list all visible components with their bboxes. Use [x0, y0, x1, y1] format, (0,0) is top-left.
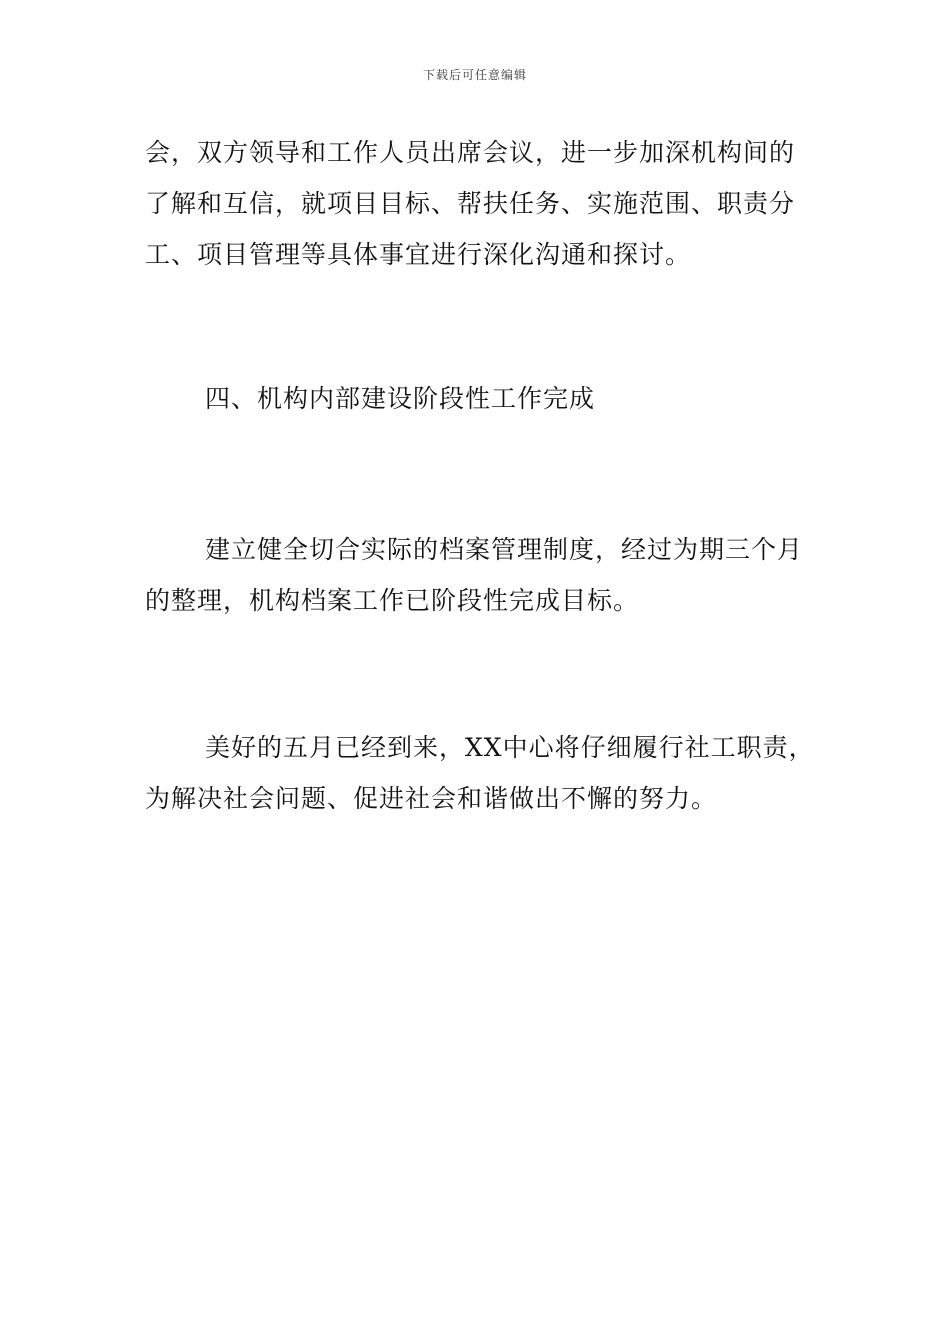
body-paragraph-1 — [145, 127, 807, 280]
paragraph-line: 为解决社会问题、促进社会和谐做出不懈的努力。 — [145, 784, 718, 813]
body-paragraph-2 — [145, 524, 807, 626]
body-paragraph-3 — [145, 722, 815, 824]
section-heading-4 — [145, 373, 807, 424]
paragraph-line: 美好的五月已经到来，XX中心将仔细履行社工职责， — [205, 733, 815, 762]
paragraph-line: 建立健全切合实际的档案管理制度，经过为期三个月 — [205, 535, 804, 564]
paragraph-line: 工、项目管理等具体事宜进行深化沟通和探讨。 — [145, 240, 692, 269]
paragraph-line: 了解和互信，就项目目标、帮扶任务、实施范围、职责分 — [145, 189, 796, 218]
paragraph-line: 的整理，机构档案工作已阶段性完成目标。 — [145, 586, 640, 615]
paragraph-line: 会，双方领导和工作人员出席会议，进一步加深机构间的 — [145, 138, 796, 167]
section-heading-text: 四、机构内部建设阶段性工作完成 — [205, 384, 596, 413]
page-header: 下载后可任意编辑 — [422, 68, 527, 82]
